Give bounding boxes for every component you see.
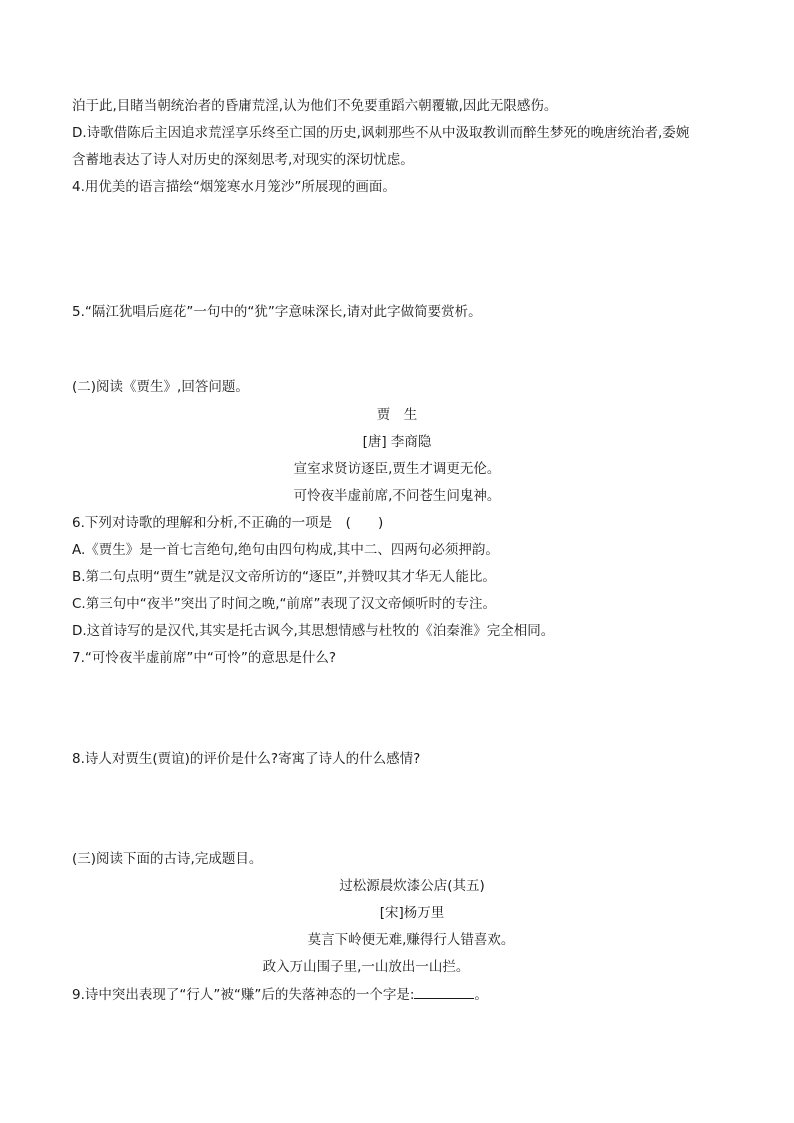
section-2-heading: (二)阅读《贾生》,回答问题。: [72, 379, 249, 395]
question-6-option-d: D.这首诗写的是汉代,其实是托古讽今,其思想情感与杜牧的《泊秦淮》完全相同。: [72, 623, 555, 639]
question-7: 7.“可怜夜半虚前席”中“可怜”的意思是什么?: [72, 650, 337, 666]
question-5: 5.“隔江犹唱后庭花”一句中的“犹”字意味深长,请对此字做简要赏析。: [72, 304, 482, 320]
answer-blank: [414, 984, 474, 999]
poem-title-songyuan: 过松源晨炊漆公店(其五): [339, 878, 485, 894]
poem-line-2: 政入万山围子里,一山放出一山拦。: [262, 959, 470, 975]
question-9: [72, 984, 488, 1005]
poem-author-li-shangyin: [唐] 李商隐: [362, 434, 432, 450]
poem-line-1: 宣室求贤访逐臣,贾生才调更无伦。: [293, 461, 501, 477]
section-3-heading: (三)阅读下面的古诗,完成题目。: [72, 851, 263, 867]
question-9-end: 。: [474, 987, 488, 1003]
poem-line-2: 可怜夜半虚前席,不问苍生问鬼神。: [293, 488, 501, 504]
option-d-line-2: 含蓄地表达了诗人对历史的深刻思考,对现实的深切忧虑。: [72, 152, 414, 168]
question-6-option-b: B.第二句点明“贾生”就是汉文帝所访的“逐臣”,并赞叹其才华无人能比。: [72, 569, 496, 585]
question-6: 6.下列对诗歌的理解和分析,不正确的一项是 ( ): [72, 515, 384, 531]
poem-title-jiasheng: 贾 生: [376, 407, 418, 423]
analysis-continuation-line: 泊于此,目睹当朝统治者的昏庸荒淫,认为他们不免要重蹈六朝覆辙,因此无限感伤。: [72, 98, 558, 114]
question-9-text: 9.诗中突出表现了“行人”被“赚”后的失落神态的一个字是:: [72, 987, 415, 1003]
question-4: 4.用优美的语言描绘“烟笼寒水月笼沙”所展现的画面。: [72, 179, 396, 195]
question-8: 8.诗人对贾生(贾谊)的评价是什么?寄寓了诗人的什么感情?: [72, 751, 421, 767]
question-6-option-a: A.《贾生》是一首七言绝句,绝句由四句构成,其中二、四两句必须押韵。: [72, 542, 499, 558]
question-6-option-c: C.第三句中“夜半”突出了时间之晚,“前席”表现了汉文帝倾听时的专注。: [72, 596, 496, 612]
poem-line-1: 莫言下岭便无难,赚得行人错喜欢。: [307, 932, 515, 948]
option-d-line-1: D.诗歌借陈后主因追求荒淫享乐终至亡国的历史,讽刺那些不从中汲取教训而醉生梦死的晚唐统治者,委婉: [72, 125, 690, 141]
poem-author-yang-wanli: [宋]杨万里: [379, 905, 445, 921]
